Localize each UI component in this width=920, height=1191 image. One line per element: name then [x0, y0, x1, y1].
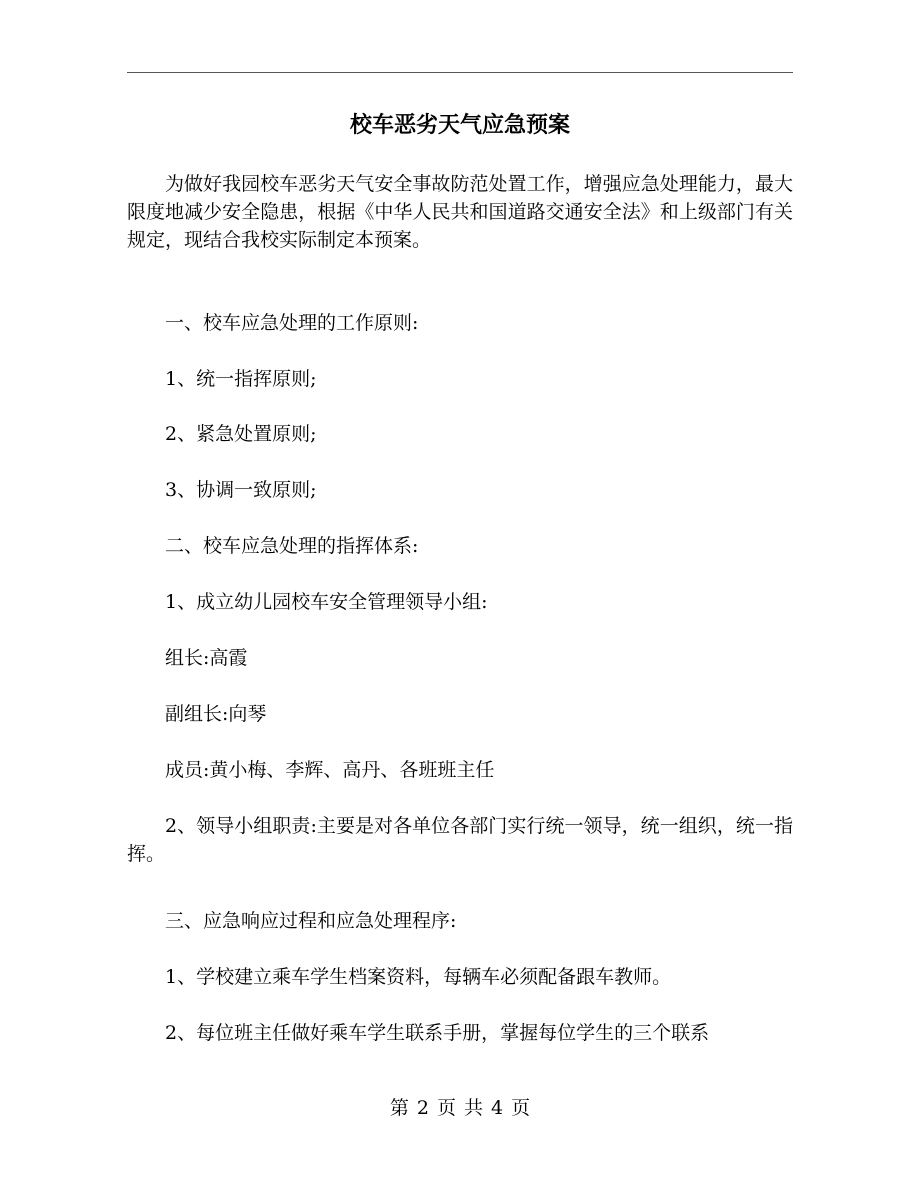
deputy-leader: 副组长:向琴 — [165, 703, 267, 725]
list-item-leadership-group: 1、成立幼儿园校车安全管理领导小组: — [165, 591, 488, 613]
group-leader: 组长:高霞 — [165, 647, 248, 669]
page-number-footer: 第 2 页 共 4 页 — [389, 1097, 531, 1119]
group-duties-paragraph: 2、领导小组职责:主要是对各单位各部门实行统一领导，统一组织，统一指挥。 — [127, 815, 793, 865]
section-heading-3: 三、应急响应过程和应急处理程序: — [165, 910, 457, 932]
list-item-principle-2: 2、紧急处置原则; — [165, 423, 317, 445]
intro-paragraph: 为做好我园校车恶劣天气安全事故防范处置工作，增强应急处理能力，最大限度地减少安全隐患，根据《中华人民共和国道路交通安全法》和上级部门有关规定，现结合我校实际制定本预案。 — [127, 173, 793, 251]
list-item-principle-3: 3、协调一致原则; — [165, 479, 317, 501]
section-heading-1: 一、校车应急处理的工作原则: — [165, 312, 419, 334]
list-item-principle-1: 1、统一指挥原则; — [165, 368, 317, 390]
group-members: 成员:黄小梅、李辉、高丹、各班班主任 — [165, 759, 495, 781]
procedure-item-1: 1、学校建立乘车学生档案资料，每辆车必须配备跟车教师。 — [165, 966, 672, 988]
document-title: 校车恶劣天气应急预案 — [349, 112, 570, 138]
header-rule — [127, 72, 793, 73]
section-heading-2: 二、校车应急处理的指挥体系: — [165, 535, 419, 557]
procedure-item-2: 2、每位班主任做好乘车学生联系手册，掌握每位学生的三个联系 — [165, 1022, 710, 1044]
